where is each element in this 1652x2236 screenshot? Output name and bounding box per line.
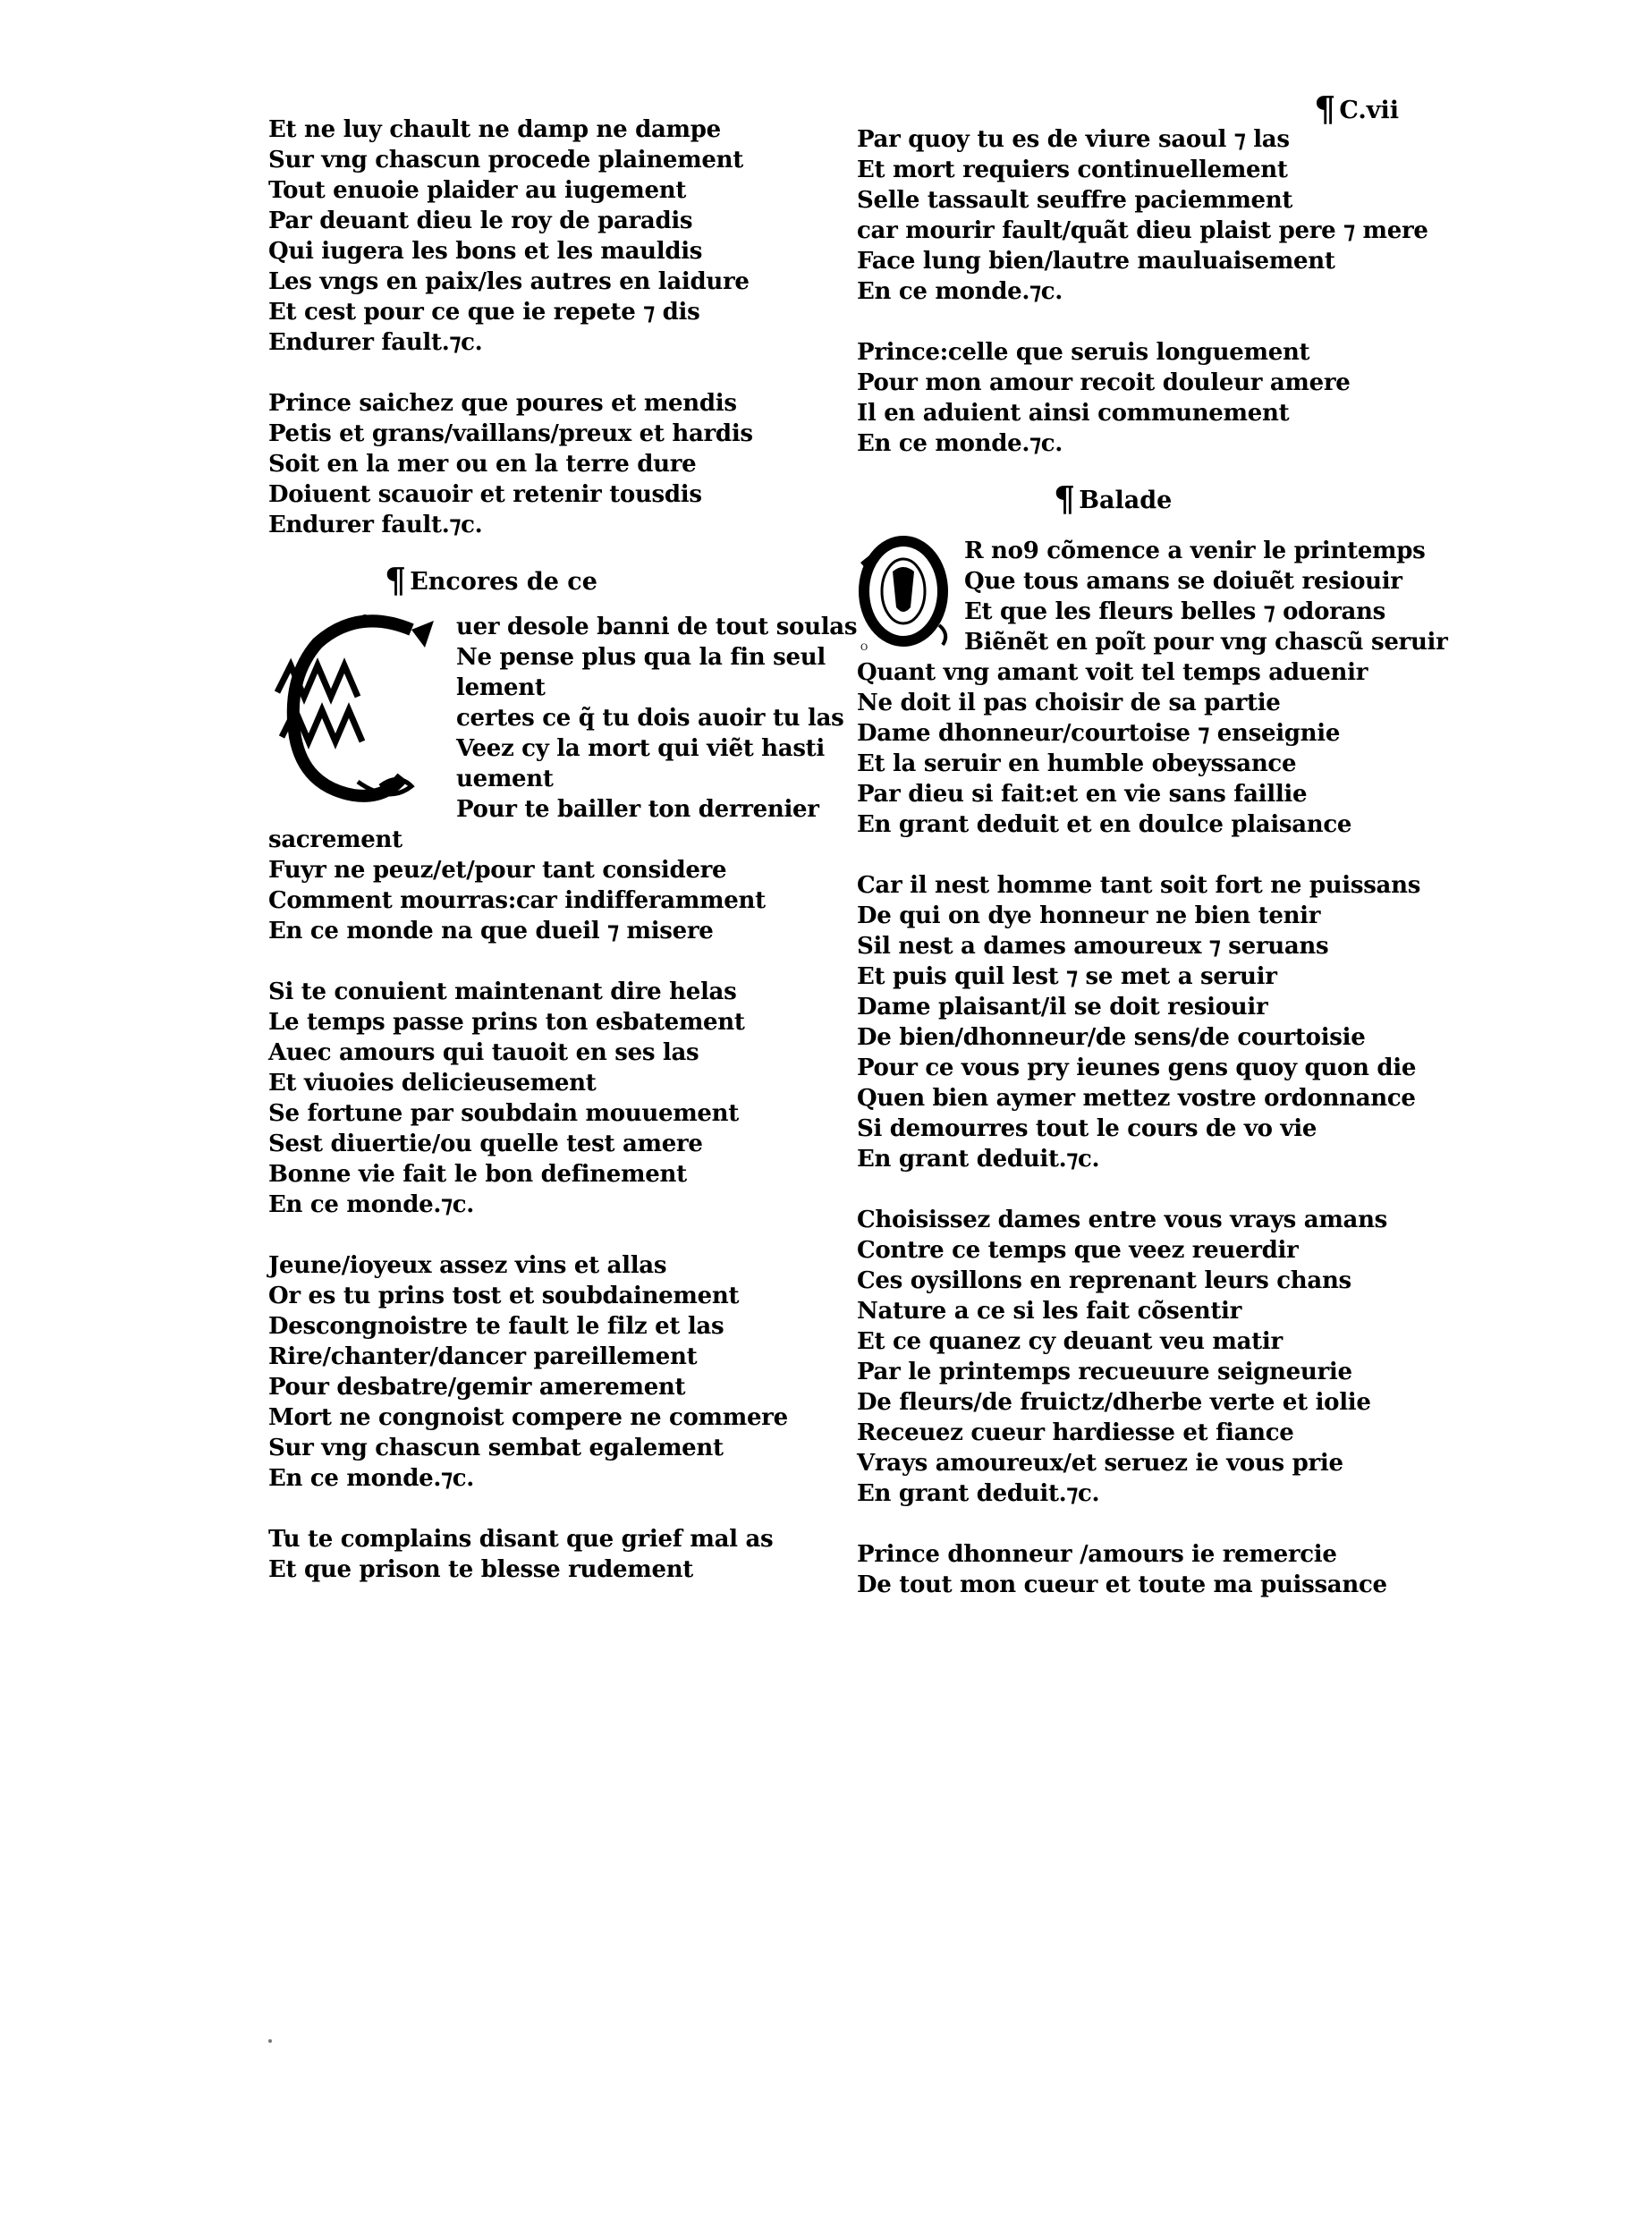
verse-line: Et la seruir en humble obeyssance	[857, 750, 1297, 777]
verse-line: lement	[456, 674, 546, 701]
verse-line: De qui on dye honneur ne bien tenir	[857, 902, 1321, 929]
folio-text: C.vii	[1339, 97, 1399, 124]
verse-line: Auec amours qui tauoit en ses las	[268, 1039, 699, 1066]
verse-line: Prince dhonneur /amours ie remercie	[857, 1541, 1337, 1568]
stanza-gap	[857, 1509, 1411, 1539]
drop-cap-letter: O	[860, 643, 868, 652]
verse-line: Par deuant dieu le roy de paradis	[268, 208, 693, 234]
verse-line: Doiuent scauoir et retenir tousdis	[268, 481, 702, 508]
verse-line: Quant vng amant voit tel temps aduenir	[857, 659, 1368, 686]
verse-line: Biẽnẽt en poĩt pour vng chascũ seruir	[964, 629, 1448, 656]
section-heading-text: Balade	[1079, 487, 1173, 514]
verse-line: Tout enuoie plaider au iugement	[268, 177, 687, 204]
verse-line: Et que prison te blesse rudement	[268, 1556, 694, 1583]
verse-line: Or es tu prins tost et soubdainement	[268, 1283, 740, 1309]
paper-speck	[268, 2039, 272, 2043]
verse-line: Qui iugera les bons et les mauldis	[268, 238, 703, 265]
folio-number	[857, 89, 1411, 129]
section-heading	[857, 479, 1411, 519]
paragraph-mark-icon: ¶	[1054, 479, 1076, 519]
section-heading-text: Encores de ce	[410, 568, 597, 596]
verse-line: R no9 cõmence a venir le printemps	[964, 538, 1426, 564]
stanza	[857, 1205, 1411, 1509]
stanza-gap	[857, 307, 1411, 337]
verse-line: uer desole banni de tout soulas	[456, 614, 858, 640]
verse-line: En ce monde.⁊c.	[857, 278, 1063, 305]
envoi	[857, 1539, 1411, 1600]
verse-line: Sest diuertie/ou quelle test amere	[268, 1131, 703, 1157]
verse-line: Quen bien aymer mettez vostre ordonnance	[857, 1085, 1416, 1112]
verse-line: Ne pense plus qua la fin seul	[456, 644, 826, 671]
verse-line: Et ce quanez cy deuant veu matir	[857, 1328, 1283, 1355]
verse-line: Vrays amoureux/et seruez ie vous prie	[857, 1450, 1343, 1477]
verse-line: Contre ce temps que veez reuerdir	[857, 1237, 1299, 1264]
drop-cap-stanza	[857, 536, 1448, 657]
verse-line: Ces oysillons en reprenant leurs chans	[857, 1267, 1351, 1294]
verse-line: Sur vng chascun procede plainement	[268, 147, 743, 174]
verse-line: En grant deduit.⁊c.	[857, 1146, 1100, 1173]
stanza-gap	[268, 358, 805, 388]
drop-cap-stanza	[268, 612, 858, 825]
verse-line: certes ce q̃ tu dois auoir tu las	[456, 705, 844, 732]
section-heading	[268, 560, 805, 600]
verse-line: Pour ce vous pry ieunes gens quoy quon die	[857, 1054, 1417, 1081]
verse-line: Tu te complains disant que grief mal as	[268, 1526, 774, 1553]
verse-line: Car il nest homme tant soit fort ne puissans	[857, 872, 1421, 899]
verse-line: Par quoy tu es de viure saoul ⁊ las	[857, 126, 1290, 153]
stanza-gap	[268, 596, 805, 612]
verse-line: Pour desbatre/gemir amerement	[268, 1374, 686, 1401]
verse-line: En grant deduit et en doulce plaisance	[857, 811, 1352, 838]
verse-line: Nature a ce si les fait cõsentir	[857, 1298, 1242, 1325]
verse-line: En ce monde na que dueil ⁊ misere	[268, 918, 714, 944]
stanza-gap	[268, 946, 805, 977]
verse-line: Endurer fault.⁊c.	[268, 512, 483, 538]
stanza	[268, 1250, 805, 1494]
stanza-gap	[857, 1174, 1411, 1205]
verse-line: Prince:celle que seruis longuement	[857, 339, 1310, 366]
verse-line: Par dieu si fait:et en vie sans faillie	[857, 781, 1308, 808]
verse-line: Se fortune par soubdain mouuement	[268, 1100, 739, 1127]
stanza-gap	[857, 459, 1411, 484]
decorated-initial-c-icon	[268, 612, 438, 809]
verse-line: En ce monde.⁊c.	[268, 1465, 475, 1492]
stanza	[268, 1524, 805, 1585]
paragraph-mark-icon: ¶	[1314, 89, 1336, 129]
verse-line: Par le printemps recueuure seigneurie	[857, 1359, 1352, 1385]
stanza	[268, 114, 805, 358]
envoi	[268, 388, 805, 540]
verse-line: Que tous amans se doiuẽt resiouir	[964, 568, 1402, 595]
stanza	[857, 870, 1421, 1174]
stanza	[857, 124, 1428, 307]
stanza-gap	[857, 514, 1411, 536]
verse-line: Jeune/ioyeux assez vins et allas	[268, 1252, 667, 1279]
verse-line: Et viuoies delicieusement	[268, 1070, 597, 1097]
verse-line: Fuyr ne peuz/et/pour tant considere	[268, 857, 727, 884]
verse-line: Et ne luy chault ne damp ne dampe	[268, 116, 721, 143]
verse-line: Et cest pour ce que ie repete ⁊ dis	[268, 299, 700, 326]
verse-line: sacrement	[268, 826, 402, 853]
stanza	[268, 825, 805, 946]
verse-line: Mort ne congnoist compere ne commere	[268, 1404, 788, 1431]
decorated-initial-o-icon	[857, 536, 955, 652]
stanza-gap	[268, 540, 805, 565]
verse-line: Descongnoistre te fault le filz et las	[268, 1313, 724, 1340]
verse-line: Et mort requiers continuellement	[857, 157, 1288, 183]
verse-line: Petis et grans/vaillans/preux et hardis	[268, 420, 753, 447]
stanza-gap	[268, 1220, 805, 1250]
verse-line: Soit en la mer ou en la terre dure	[268, 451, 697, 478]
stanza	[857, 657, 1411, 840]
verse-line: Prince saichez que poures et mendis	[268, 390, 737, 417]
verse-line: Ne doit il pas choisir de sa partie	[857, 690, 1281, 716]
verse-line: Il en aduient ainsi communement	[857, 400, 1290, 427]
verse-line: car mourir fault/quãt dieu plaist pere ⁊ mere	[857, 217, 1428, 244]
right-column	[857, 89, 1448, 1600]
verse-line: Sil nest a dames amoureux ⁊ seruans	[857, 933, 1329, 960]
verse-line: Le temps passe prins ton esbatement	[268, 1009, 745, 1036]
verse-line: Dame dhonneur/courtoise ⁊ enseignie	[857, 720, 1341, 747]
verse-line: En grant deduit.⁊c.	[857, 1480, 1100, 1507]
verse-line: Endurer fault.⁊c.	[268, 329, 483, 356]
stanza-gap	[268, 1494, 805, 1524]
verse-line: Face lung bien/lautre mauluaisement	[857, 248, 1335, 275]
verse-line: De tout mon cueur et toute ma puissance	[857, 1571, 1387, 1598]
verse-line: Comment mourras:car indifferamment	[268, 887, 766, 914]
verse-line: Si te conuient maintenant dire helas	[268, 978, 737, 1005]
verse-line: En ce monde.⁊c.	[857, 430, 1063, 457]
stanza-gap	[857, 840, 1411, 870]
verse-line: Veez cy la mort qui viẽt hasti	[456, 735, 825, 762]
envoi	[857, 337, 1411, 459]
verse-line: Rire/chanter/dancer pareillement	[268, 1343, 698, 1370]
verse-line: Choisissez dames entre vous vrays amans	[857, 1207, 1388, 1233]
verse-line: Pour mon amour recoit douleur amere	[857, 369, 1351, 396]
drop-cap-letter: C	[360, 613, 369, 625]
verse-line: Pour te bailler ton derrenier	[456, 796, 819, 823]
verse-line: En ce monde.⁊c.	[268, 1191, 475, 1218]
verse-line: Selle tassault seuffre paciemment	[857, 187, 1293, 214]
verse-line: Receuez cueur hardiesse et fiance	[857, 1419, 1294, 1446]
verse-line: Dame plaisant/il se doit resiouir	[857, 994, 1268, 1021]
verse-line: De fleurs/de fruictz/dherbe verte et iolie	[857, 1389, 1371, 1416]
verse-line: Si demourres tout le cours de vo vie	[857, 1115, 1317, 1142]
left-column	[268, 114, 858, 1585]
verse-line: Bonne vie fait le bon definement	[268, 1161, 687, 1188]
verse-line: Sur vng chascun sembat egalement	[268, 1435, 724, 1461]
verse-line: Les vngs en paix/les autres en laidure	[268, 268, 750, 295]
verse-line: Et puis quil lest ⁊ se met a seruir	[857, 963, 1277, 990]
verse-line: De bien/dhonneur/de sens/de courtoisie	[857, 1024, 1366, 1051]
verse-line: uement	[456, 766, 554, 792]
stanza	[268, 977, 805, 1220]
verse-line: Et que les fleurs belles ⁊ odorans	[964, 598, 1385, 625]
paragraph-mark-icon: ¶	[385, 560, 407, 600]
